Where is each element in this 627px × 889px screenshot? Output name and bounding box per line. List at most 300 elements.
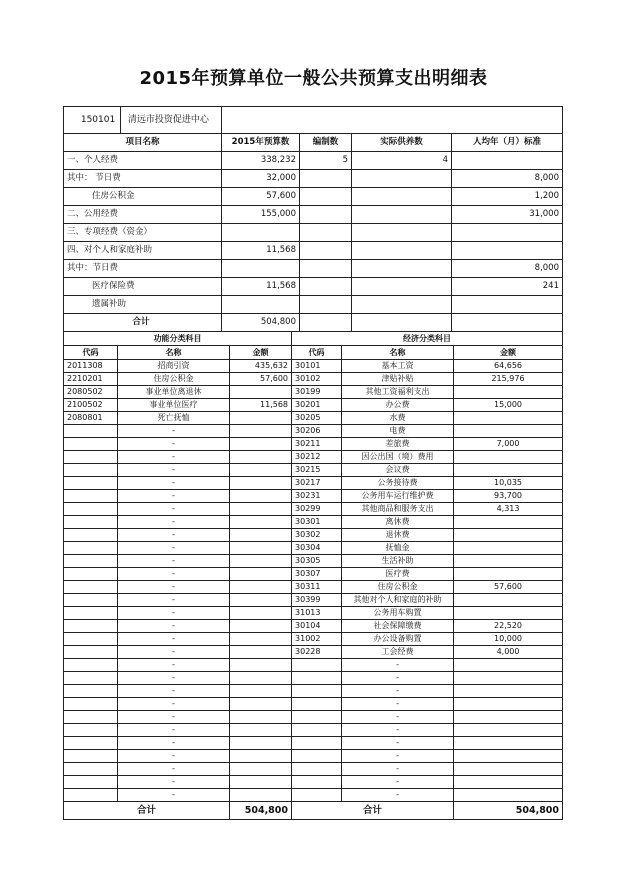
budget-row <box>64 260 563 278</box>
func-code <box>64 789 118 802</box>
row-standard: 31,000 <box>452 206 563 224</box>
func-name: 事业单位医疗 <box>118 399 230 412</box>
row-budget: 11,568 <box>222 242 300 260</box>
econ-amount <box>454 763 563 776</box>
page-title: 2015年预算单位一般公共预算支出明细表 <box>139 68 488 89</box>
econ-name: 因公出国（境）费用 <box>342 451 454 464</box>
econ-code <box>292 685 342 698</box>
func-amount <box>230 490 292 503</box>
econ-code: 30215 <box>292 464 342 477</box>
classification-row <box>64 373 563 386</box>
econ-total-amount: 504,800 <box>454 802 563 820</box>
econ-code: 30307 <box>292 568 342 581</box>
func-name: - <box>118 685 230 698</box>
econ-code: 30301 <box>292 516 342 529</box>
func-amount <box>230 555 292 568</box>
row-standard <box>452 296 563 314</box>
classification-row <box>64 737 563 750</box>
row-name: 三、专项经费（资金） <box>64 224 222 242</box>
func-amount <box>230 659 292 672</box>
func-amount <box>230 724 292 737</box>
econ-name: - <box>342 750 454 763</box>
econ-amount: 64,656 <box>454 360 563 373</box>
row-staff <box>300 260 352 278</box>
func-amount <box>230 412 292 425</box>
func-name: - <box>118 672 230 685</box>
func-name: - <box>118 542 230 555</box>
func-amount <box>230 685 292 698</box>
unit-code: 150101 <box>76 107 121 133</box>
func-name: - <box>118 737 230 750</box>
func-code <box>64 451 118 464</box>
econ-name-header: 名称 <box>342 346 454 360</box>
func-code: 2080801 <box>64 412 118 425</box>
econ-name: 公务用车购置 <box>342 607 454 620</box>
func-amount <box>230 607 292 620</box>
func-name: - <box>118 477 230 490</box>
func-name: - <box>118 464 230 477</box>
econ-code: 30399 <box>292 594 342 607</box>
budget-row <box>64 206 563 224</box>
classification-row <box>64 698 563 711</box>
econ-name: - <box>342 698 454 711</box>
classification-row <box>64 399 563 412</box>
econ-amount <box>454 386 563 399</box>
classification-row <box>64 568 563 581</box>
row-standard <box>452 152 563 170</box>
func-name: - <box>118 594 230 607</box>
func-code <box>64 516 118 529</box>
econ-name: 会议费 <box>342 464 454 477</box>
row-standard <box>452 314 563 332</box>
func-amount <box>230 464 292 477</box>
row-name: 合计 <box>64 314 222 332</box>
row-actual <box>352 242 452 260</box>
econ-name: 其他工资福利支出 <box>342 386 454 399</box>
classification-row <box>64 529 563 542</box>
econ-name: 公务接待费 <box>342 477 454 490</box>
econ-code: 30102 <box>292 373 342 386</box>
row-actual <box>352 224 452 242</box>
classification-table <box>63 331 563 820</box>
econ-name: 电费 <box>342 425 454 438</box>
classification-row <box>64 776 563 789</box>
classification-row <box>64 516 563 529</box>
func-code <box>64 529 118 542</box>
row-budget <box>222 224 300 242</box>
row-standard <box>452 242 563 260</box>
row-staff <box>300 314 352 332</box>
classification-row <box>64 360 563 373</box>
econ-name: 其他商品和服务支出 <box>342 503 454 516</box>
econ-code <box>292 711 342 724</box>
econ-amount: 10,035 <box>454 477 563 490</box>
econ-code: 30104 <box>292 620 342 633</box>
econ-code: 31002 <box>292 633 342 646</box>
econ-amount-header: 金额 <box>454 346 563 360</box>
econ-amount <box>454 451 563 464</box>
func-name: - <box>118 763 230 776</box>
func-amount <box>230 503 292 516</box>
func-code <box>64 568 118 581</box>
row-name: 住房公积金 <box>64 188 222 206</box>
econ-amount: 15,000 <box>454 399 563 412</box>
econ-amount <box>454 750 563 763</box>
classification-row <box>64 451 563 464</box>
econ-code: 30212 <box>292 451 342 464</box>
classification-row <box>64 542 563 555</box>
func-name: - <box>118 503 230 516</box>
econ-amount <box>454 776 563 789</box>
econ-amount <box>454 685 563 698</box>
row-standard: 8,000 <box>452 170 563 188</box>
row-actual <box>352 296 452 314</box>
econ-amount: 7,000 <box>454 438 563 451</box>
econ-name: 办公费 <box>342 399 454 412</box>
func-amount <box>230 750 292 763</box>
func-amount <box>230 438 292 451</box>
func-code <box>64 542 118 555</box>
func-amount <box>230 568 292 581</box>
econ-amount <box>454 672 563 685</box>
header-budget: 2015年预算数 <box>222 134 300 152</box>
econ-name: - <box>342 724 454 737</box>
econ-amount <box>454 529 563 542</box>
classification-total-row <box>64 802 563 820</box>
econ-name: 抚恤金 <box>342 542 454 555</box>
row-budget: 338,232 <box>222 152 300 170</box>
econ-code: 30201 <box>292 399 342 412</box>
row-actual <box>352 278 452 296</box>
econ-name: 退休费 <box>342 529 454 542</box>
func-code: 2080502 <box>64 386 118 399</box>
func-amount <box>230 698 292 711</box>
row-actual <box>352 188 452 206</box>
func-code <box>64 750 118 763</box>
func-code <box>64 698 118 711</box>
econ-name: 医疗费 <box>342 568 454 581</box>
classification-row <box>64 464 563 477</box>
row-name: 二、公用经费 <box>64 206 222 224</box>
budget-row <box>64 296 563 314</box>
row-staff <box>300 296 352 314</box>
econ-name: 住房公积金 <box>342 581 454 594</box>
row-budget <box>222 260 300 278</box>
econ-amount <box>454 412 563 425</box>
func-amount: 435,632 <box>230 360 292 373</box>
func-amount <box>230 763 292 776</box>
classification-row <box>64 685 563 698</box>
func-name-header: 名称 <box>118 346 230 360</box>
func-amount <box>230 451 292 464</box>
func-code <box>64 503 118 516</box>
func-name: - <box>118 711 230 724</box>
func-name: - <box>118 607 230 620</box>
func-name: - <box>118 633 230 646</box>
row-standard: 241 <box>452 278 563 296</box>
classification-row <box>64 581 563 594</box>
econ-amount <box>454 698 563 711</box>
func-code <box>64 711 118 724</box>
econ-code <box>292 763 342 776</box>
func-amount <box>230 672 292 685</box>
econ-amount <box>454 711 563 724</box>
classification-row <box>64 646 563 659</box>
row-budget <box>222 296 300 314</box>
econ-code: 30101 <box>292 360 342 373</box>
classification-row <box>64 503 563 516</box>
econ-amount <box>454 659 563 672</box>
func-name: - <box>118 750 230 763</box>
row-name: 四、对个人和家庭补助 <box>64 242 222 260</box>
row-actual <box>352 206 452 224</box>
func-amount <box>230 620 292 633</box>
econ-code: 30199 <box>292 386 342 399</box>
func-code <box>64 581 118 594</box>
classification-row <box>64 763 563 776</box>
row-actual: 4 <box>352 152 452 170</box>
budget-row <box>64 278 563 296</box>
unit-row <box>64 107 563 134</box>
row-budget: 504,800 <box>222 314 300 332</box>
classification-row <box>64 750 563 763</box>
func-total-amount: 504,800 <box>230 802 292 820</box>
econ-code: 30231 <box>292 490 342 503</box>
classification-row <box>64 477 563 490</box>
econ-amount <box>454 555 563 568</box>
func-amount <box>230 516 292 529</box>
func-code <box>64 737 118 750</box>
econ-code: 30305 <box>292 555 342 568</box>
func-name: - <box>118 581 230 594</box>
econ-name: 工会经费 <box>342 646 454 659</box>
econ-name: 办公设备购置 <box>342 633 454 646</box>
func-code <box>64 646 118 659</box>
econ-total-label: 合计 <box>292 802 454 820</box>
econ-name: 生活补助 <box>342 555 454 568</box>
econ-amount <box>454 568 563 581</box>
classification-row <box>64 412 563 425</box>
econ-name: 其他对个人和家庭的补助 <box>342 594 454 607</box>
row-staff <box>300 242 352 260</box>
func-code <box>64 490 118 503</box>
row-standard: 1,200 <box>452 188 563 206</box>
func-code <box>64 555 118 568</box>
column-header-row <box>64 346 563 360</box>
econ-amount <box>454 464 563 477</box>
row-budget: 57,600 <box>222 188 300 206</box>
func-amount <box>230 633 292 646</box>
func-amount <box>230 425 292 438</box>
func-code <box>64 659 118 672</box>
budget-row <box>64 152 563 170</box>
row-name: 医疗保险费 <box>64 278 222 296</box>
row-staff <box>300 206 352 224</box>
econ-amount <box>454 607 563 620</box>
func-name: - <box>118 451 230 464</box>
func-code-header: 代码 <box>64 346 118 360</box>
econ-code: 30228 <box>292 646 342 659</box>
econ-code-header: 代码 <box>292 346 342 360</box>
func-code <box>64 425 118 438</box>
unit-name: 清远市投资促进中心 <box>127 115 209 125</box>
func-name: - <box>118 529 230 542</box>
econ-name: 离休费 <box>342 516 454 529</box>
econ-name: 社会保障缴费 <box>342 620 454 633</box>
econ-amount: 4,313 <box>454 503 563 516</box>
func-amount <box>230 594 292 607</box>
econ-code: 30205 <box>292 412 342 425</box>
classification-row <box>64 633 563 646</box>
econ-amount: 10,000 <box>454 633 563 646</box>
func-name: - <box>118 490 230 503</box>
upper-header-row <box>64 134 563 152</box>
row-actual <box>352 314 452 332</box>
econ-amount <box>454 425 563 438</box>
func-amount <box>230 737 292 750</box>
econ-amount: 215,976 <box>454 373 563 386</box>
econ-code: 30217 <box>292 477 342 490</box>
econ-name: 公务用车运行维护费 <box>342 490 454 503</box>
row-staff <box>300 188 352 206</box>
func-code <box>64 724 118 737</box>
func-code <box>64 438 118 451</box>
func-amount <box>230 542 292 555</box>
row-name: 一、个人经费 <box>64 152 222 170</box>
econ-code <box>292 672 342 685</box>
row-standard <box>452 224 563 242</box>
func-name: 事业单位离退休 <box>118 386 230 399</box>
econ-name: 差旅费 <box>342 438 454 451</box>
classification-row <box>64 724 563 737</box>
budget-row <box>64 314 563 332</box>
classification-row <box>64 594 563 607</box>
budget-row <box>64 188 563 206</box>
func-amount: 57,600 <box>230 373 292 386</box>
func-code <box>64 620 118 633</box>
func-amount <box>230 386 292 399</box>
row-staff <box>300 170 352 188</box>
func-amount-header: 金额 <box>230 346 292 360</box>
classification-row <box>64 425 563 438</box>
econ-amount: 57,600 <box>454 581 563 594</box>
func-code <box>64 672 118 685</box>
func-code: 2100502 <box>64 399 118 412</box>
econ-name: 基本工资 <box>342 360 454 373</box>
func-name: - <box>118 620 230 633</box>
classification-row <box>64 607 563 620</box>
econ-code: 30311 <box>292 581 342 594</box>
econ-name: 水费 <box>342 412 454 425</box>
econ-code: 31013 <box>292 607 342 620</box>
row-budget: 32,000 <box>222 170 300 188</box>
func-amount <box>230 477 292 490</box>
header-standard: 人均年（月）标准 <box>452 134 563 152</box>
classification-row <box>64 555 563 568</box>
func-total-label: 合计 <box>64 802 230 820</box>
econ-amount: 22,520 <box>454 620 563 633</box>
row-name: 遗属补助 <box>64 296 222 314</box>
func-code <box>64 685 118 698</box>
func-name: - <box>118 568 230 581</box>
budget-row <box>64 224 563 242</box>
func-code: 2210201 <box>64 373 118 386</box>
econ-name: - <box>342 711 454 724</box>
func-code <box>64 594 118 607</box>
econ-code: 30304 <box>292 542 342 555</box>
econ-name: - <box>342 776 454 789</box>
func-name: - <box>118 659 230 672</box>
econ-name: - <box>342 659 454 672</box>
econ-amount <box>454 737 563 750</box>
func-name: - <box>118 516 230 529</box>
econ-amount <box>454 789 563 802</box>
row-name: 其中： 节日费 <box>64 170 222 188</box>
func-code <box>64 607 118 620</box>
classification-row <box>64 438 563 451</box>
econ-amount <box>454 594 563 607</box>
classification-row <box>64 789 563 802</box>
row-budget: 11,568 <box>222 278 300 296</box>
econ-code: 30302 <box>292 529 342 542</box>
econ-amount <box>454 516 563 529</box>
econ-amount <box>454 542 563 555</box>
row-name: 其中：节日费 <box>64 260 222 278</box>
header-staff: 编制数 <box>300 134 352 152</box>
func-name: - <box>118 698 230 711</box>
header-actual: 实际供养数 <box>352 134 452 152</box>
econ-code <box>292 776 342 789</box>
classification-row <box>64 620 563 633</box>
econ-code <box>292 698 342 711</box>
classification-row <box>64 490 563 503</box>
econ-code <box>292 737 342 750</box>
func-amount <box>230 581 292 594</box>
func-name: - <box>118 425 230 438</box>
econ-name: - <box>342 737 454 750</box>
econ-code: 30211 <box>292 438 342 451</box>
func-name: 死亡抚恤 <box>118 412 230 425</box>
func-name: - <box>118 789 230 802</box>
budget-summary-table <box>63 106 563 332</box>
func-amount <box>230 776 292 789</box>
func-amount <box>230 529 292 542</box>
econ-name: - <box>342 763 454 776</box>
row-actual <box>352 170 452 188</box>
unit-code-cell <box>64 107 222 134</box>
econ-code <box>292 789 342 802</box>
func-amount <box>230 711 292 724</box>
func-code <box>64 633 118 646</box>
econ-code <box>292 750 342 763</box>
row-staff <box>300 224 352 242</box>
econ-amount: 4,000 <box>454 646 563 659</box>
func-amount <box>230 646 292 659</box>
func-code <box>64 776 118 789</box>
econ-code: 30206 <box>292 425 342 438</box>
row-staff: 5 <box>300 152 352 170</box>
func-name: - <box>118 646 230 659</box>
econ-name: - <box>342 672 454 685</box>
func-name: 招商引资 <box>118 360 230 373</box>
func-name: - <box>118 438 230 451</box>
classification-row <box>64 711 563 724</box>
row-actual <box>352 260 452 278</box>
classification-row <box>64 386 563 399</box>
classification-row <box>64 659 563 672</box>
row-budget: 155,000 <box>222 206 300 224</box>
unit-blank <box>222 107 563 134</box>
